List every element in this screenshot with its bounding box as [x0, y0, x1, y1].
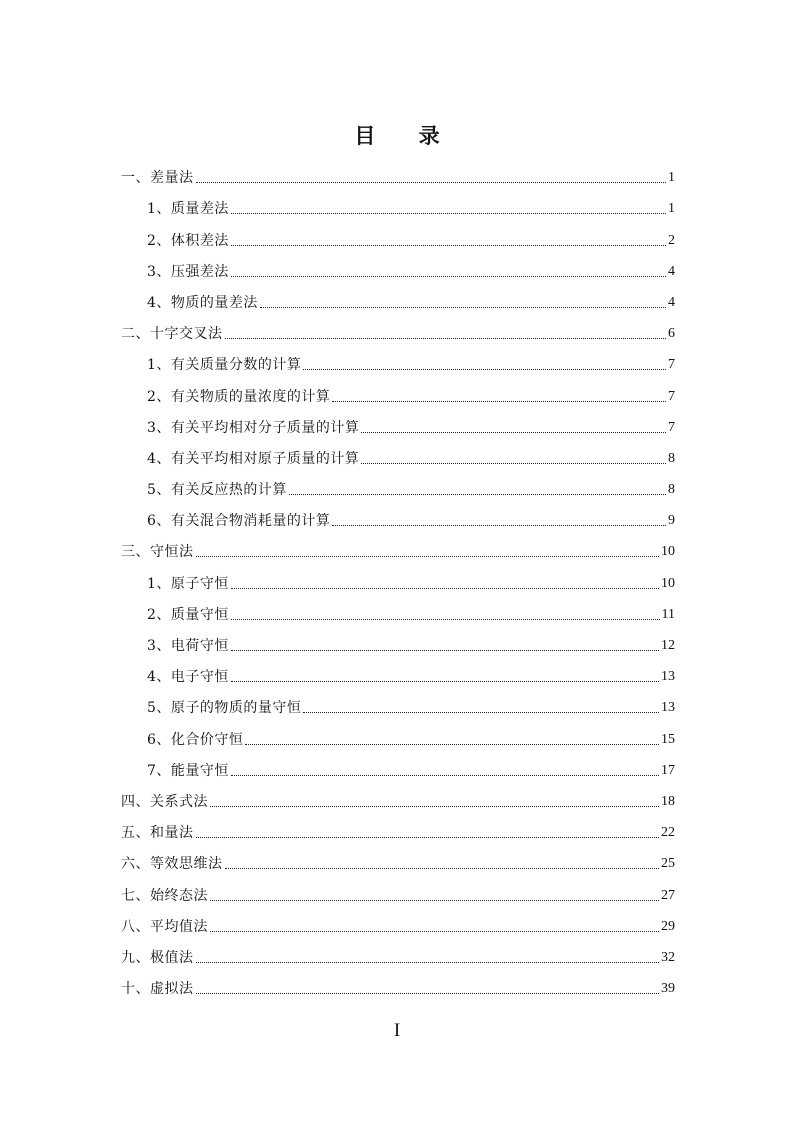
- toc-entry-page-number: 8: [668, 450, 675, 466]
- toc-entry-label: 2、质量守恒: [147, 606, 229, 623]
- toc-entry-page-number: 13: [661, 700, 675, 716]
- toc-dot-leader: [196, 181, 667, 183]
- toc-entry-label: 二、十字交叉法: [121, 326, 223, 343]
- toc-subsection-entry[interactable]: [121, 374, 675, 405]
- toc-entry-page-number: 32: [661, 949, 675, 965]
- toc-dot-leader: [231, 680, 659, 682]
- toc-entry-label: 六、等效思维法: [121, 856, 223, 873]
- toc-subsection-entry[interactable]: [121, 343, 675, 374]
- toc-entry-page-number: 12: [661, 638, 675, 653]
- toc-section-entry[interactable]: [121, 905, 675, 936]
- toc-entry-label: 4、物质的量差法: [147, 294, 258, 311]
- page-number: I: [393, 1020, 401, 1041]
- toc-entry-label: 6、有关混合物消耗量的计算: [147, 513, 331, 530]
- toc-section-entry[interactable]: [121, 312, 675, 343]
- toc-entry-page-number: 8: [668, 482, 675, 498]
- toc-entry-page-number: 7: [668, 357, 675, 373]
- toc-entry-page-number: 39: [661, 981, 675, 997]
- toc-dot-leader: [225, 867, 660, 869]
- toc-dot-leader: [361, 431, 666, 433]
- toc-entry-label: 1、原子守恒: [147, 575, 229, 592]
- toc-dot-leader: [289, 493, 666, 495]
- toc-entry-page-number: 10: [661, 544, 675, 560]
- toc-dot-leader: [231, 774, 659, 776]
- toc-entry-label: 3、压强差法: [147, 263, 229, 280]
- toc-entry-label: 2、有关物质的量浓度的计算: [147, 388, 331, 405]
- toc-entry-label: 1、有关质量分数的计算: [147, 357, 302, 374]
- toc-entry-page-number: 25: [661, 856, 675, 872]
- toc-entry-page-number: 1: [668, 170, 675, 186]
- toc-entry-label: 七、始终态法: [121, 887, 208, 904]
- toc-section-entry[interactable]: [121, 156, 675, 187]
- toc-dot-leader: [245, 743, 659, 745]
- toc-entry-page-number: 11: [661, 606, 675, 622]
- toc-entry-page-number: 29: [661, 918, 675, 934]
- toc-entry-page-number: 18: [661, 793, 675, 809]
- toc-section-entry[interactable]: [121, 780, 675, 811]
- toc-entry-label: 1、质量差法: [147, 201, 229, 218]
- toc-subsection-entry[interactable]: [121, 281, 675, 312]
- toc-entry-page-number: 22: [661, 825, 675, 841]
- toc-dot-leader: [231, 587, 659, 589]
- toc-subsection-entry[interactable]: [121, 749, 675, 780]
- toc-dot-leader: [361, 462, 666, 464]
- toc-entry-label: 一、差量法: [121, 170, 194, 187]
- toc-entry-page-number: 27: [661, 887, 675, 903]
- toc-subsection-entry[interactable]: [121, 218, 675, 249]
- toc-entry-label: 十、虚拟法: [121, 981, 194, 998]
- toc-dot-leader: [196, 961, 660, 963]
- toc-dot-leader: [196, 555, 660, 557]
- toc-dot-leader: [196, 992, 660, 994]
- toc-subsection-entry[interactable]: [121, 593, 675, 624]
- toc-entry-label: 九、极值法: [121, 949, 194, 966]
- toc-dot-leader: [332, 400, 666, 402]
- toc-dot-leader: [231, 649, 659, 651]
- toc-entry-page-number: 4: [668, 294, 675, 310]
- toc-entry-label: 7、能量守恒: [147, 762, 229, 779]
- toc-entry-label: 6、化合价守恒: [147, 731, 244, 748]
- toc-dot-leader: [260, 306, 666, 308]
- toc-dot-leader: [332, 524, 666, 526]
- toc-dot-leader: [231, 212, 666, 214]
- toc-entry-page-number: 4: [668, 263, 675, 279]
- toc-section-entry[interactable]: [121, 811, 675, 842]
- toc-subsection-entry[interactable]: [121, 187, 675, 218]
- toc-entry-label: 三、守恒法: [121, 544, 194, 561]
- toc-subsection-entry[interactable]: [121, 655, 675, 686]
- toc-entry-label: 2、体积差法: [147, 232, 229, 249]
- toc-entry-page-number: 15: [661, 731, 675, 747]
- toc-subsection-entry[interactable]: [121, 499, 675, 530]
- toc-entry-label: 5、有关反应热的计算: [147, 482, 287, 499]
- toc-entry-page-number: 7: [668, 388, 675, 404]
- toc-entry-label: 八、平均值法: [121, 918, 208, 935]
- toc-section-entry[interactable]: [121, 873, 675, 904]
- toc-dot-leader: [225, 337, 667, 339]
- toc-entry-label: 四、关系式法: [121, 793, 208, 810]
- toc-dot-leader: [210, 899, 659, 901]
- toc-section-entry[interactable]: [121, 842, 675, 873]
- toc-entry-label: 3、有关平均相对分子质量的计算: [147, 419, 360, 436]
- toc-entry-page-number: 6: [668, 326, 675, 342]
- toc-entry-page-number: 10: [661, 575, 675, 591]
- toc-dot-leader: [231, 244, 666, 246]
- toc-subsection-entry[interactable]: [121, 250, 675, 281]
- toc-dot-leader: [231, 618, 660, 620]
- toc-dot-leader: [303, 711, 659, 713]
- toc-dot-leader: [210, 930, 659, 932]
- toc-subsection-entry[interactable]: [121, 406, 675, 437]
- toc-dot-leader: [303, 368, 666, 370]
- toc-section-entry[interactable]: [121, 530, 675, 561]
- toc-subsection-entry[interactable]: [121, 624, 675, 655]
- toc-section-entry[interactable]: [121, 936, 675, 967]
- toc-entry-label: 4、电子守恒: [147, 669, 229, 686]
- toc-subsection-entry[interactable]: [121, 717, 675, 748]
- toc-entry-page-number: 17: [661, 762, 675, 778]
- toc-dot-leader: [210, 805, 659, 807]
- toc-entry-page-number: 7: [668, 419, 675, 435]
- toc-dot-leader: [196, 836, 660, 838]
- toc-subsection-entry[interactable]: [121, 468, 675, 499]
- toc-entry-page-number: 13: [661, 669, 675, 685]
- toc-subsection-entry[interactable]: [121, 437, 675, 468]
- toc-entry-page-number: 9: [668, 513, 675, 529]
- toc-entry-label: 4、有关平均相对原子质量的计算: [147, 450, 360, 467]
- toc-subsection-entry[interactable]: [121, 686, 675, 717]
- toc-entry-page-number: 2: [668, 232, 675, 248]
- toc-entry-label: 3、电荷守恒: [147, 638, 229, 654]
- toc-entry-page-number: 1: [668, 201, 675, 217]
- toc-entry-label: 5、原子的物质的量守恒: [147, 700, 302, 717]
- table-of-contents: [121, 156, 675, 998]
- toc-dot-leader: [231, 275, 666, 277]
- toc-entry-label: 五、和量法: [121, 825, 194, 842]
- toc-subsection-entry[interactable]: [121, 561, 675, 592]
- toc-section-entry[interactable]: [121, 967, 675, 998]
- page-title: 目 录: [354, 124, 458, 148]
